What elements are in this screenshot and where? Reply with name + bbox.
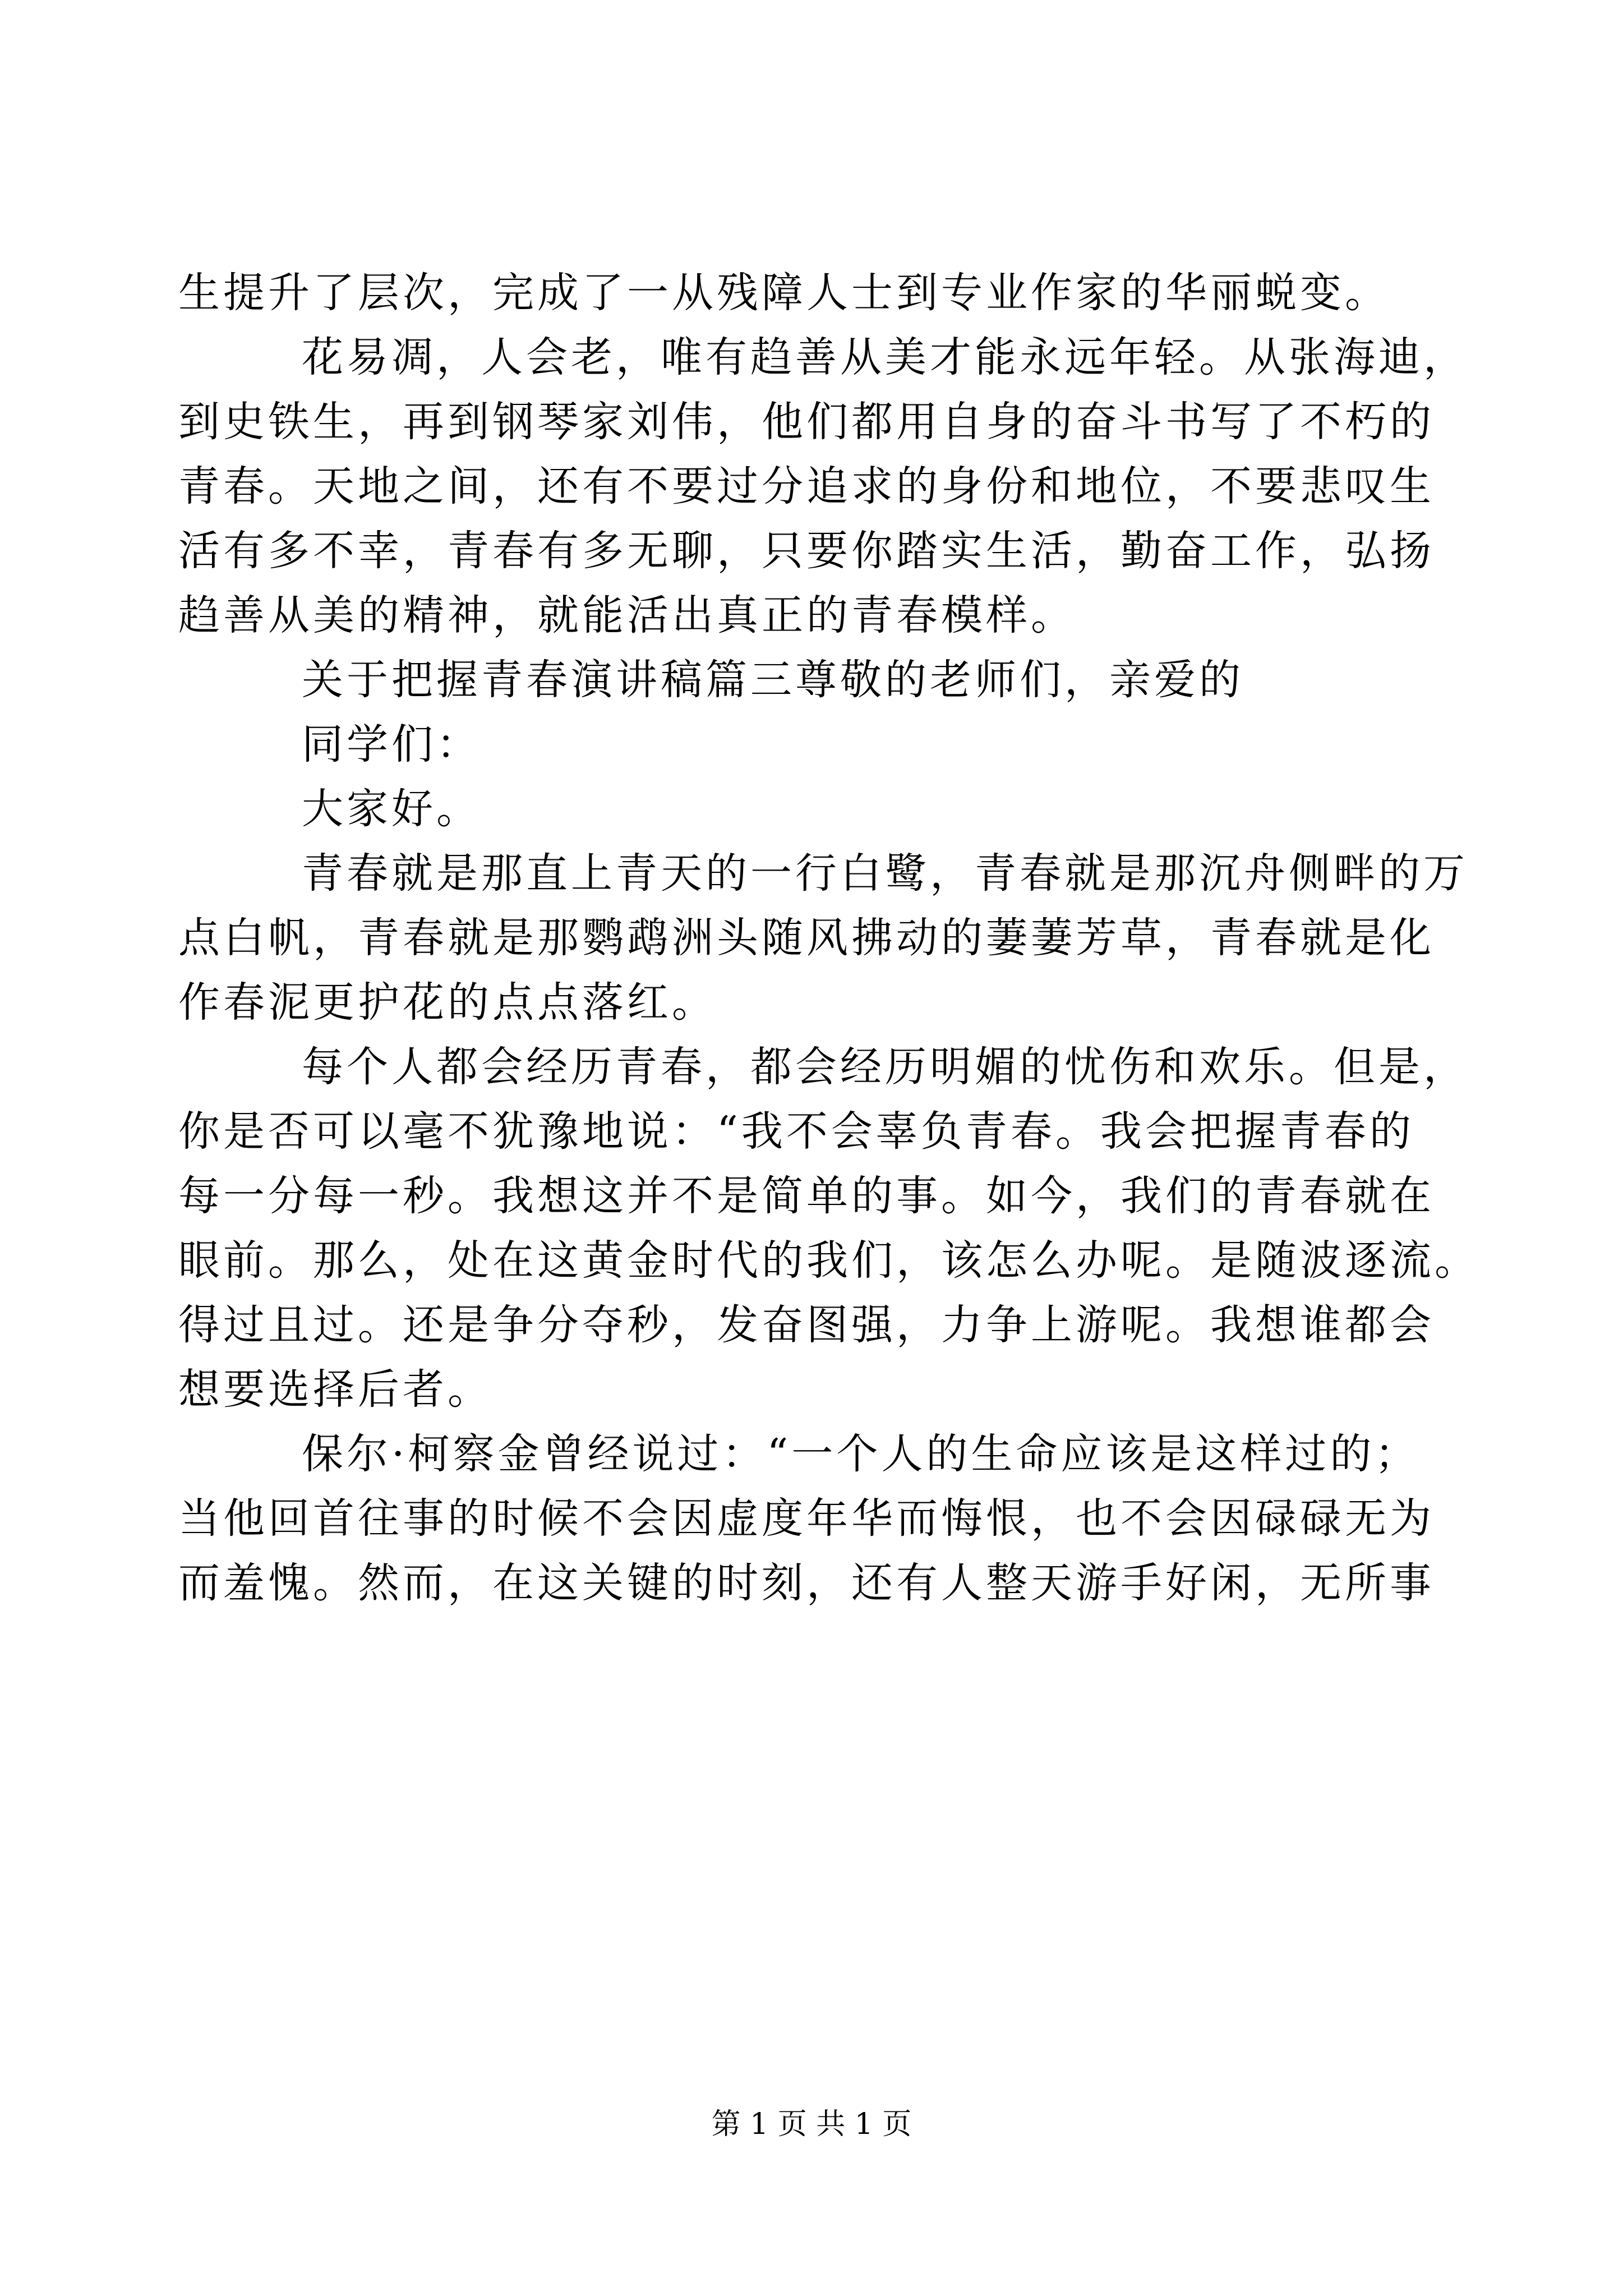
- text-line: 保尔·柯察金曾经说过：“一个人的生命应该是这样过的；: [302, 1430, 1420, 1478]
- text-line: 生提升了层次，完成了一从残障人士到专业作家的华丽蜕变。: [178, 269, 1390, 317]
- text-line: 而羞愧。然而，在这关键的时刻，还有人整天游手好闲，无所事: [178, 1559, 1435, 1607]
- text-line: 每个人都会经历青春，都会经历明媚的忧伤和欢乐。但是，: [302, 1043, 1468, 1091]
- text-line: 趋善从美的精神，就能活出真正的青春模样。: [178, 591, 1076, 639]
- text-line: 每一分每一秒。我想这并不是简单的事。如今，我们的青春就在: [178, 1172, 1435, 1220]
- text-line: 花易凋，人会老，唯有趋善从美才能永远年轻。从张海迪，: [302, 333, 1468, 381]
- text-line: 到史铁生，再到钢琴家刘伟，他们都用自身的奋斗书写了不朽的: [178, 398, 1435, 446]
- text-line: 点白帆，青春就是那鹦鹉洲头随风拂动的萋萋芳草，青春就是化: [178, 914, 1435, 962]
- text-line: 活有多不幸，青春有多无聊，只要你踏实生活，勤奋工作，弘扬: [178, 527, 1435, 575]
- salutation-line: 同学们：: [302, 720, 481, 769]
- text-line: 眼前。那么，处在这黄金时代的我们，该怎么办呢。是随波逐流。: [178, 1236, 1479, 1285]
- text-line: 得过且过。还是争分夺秒，发奋图强，力争上游呢。我想谁都会: [178, 1301, 1435, 1349]
- text-line: 作春泥更护花的点点落红。: [178, 978, 717, 1027]
- text-line: 青春。天地之间，还有不要过分追求的身份和地位，不要悲叹生: [178, 462, 1435, 510]
- text-line: 青春就是那直上青天的一行白鹭，青春就是那沉舟侧畔的万: [302, 849, 1468, 898]
- text-line: 你是否可以毫不犹豫地说：“我不会辜负青春。我会把握青春的: [178, 1107, 1414, 1156]
- greeting-line: 大家好。: [302, 785, 481, 833]
- section-heading-line: 关于把握青春演讲稿篇三尊敬的老师们，亲爱的: [302, 656, 1244, 704]
- document-body: [178, 261, 1479, 1616]
- text-line: 想要选择后者。: [178, 1365, 492, 1414]
- page-number-footer: 第 1 页 共 1 页: [711, 2108, 912, 2141]
- text-line: 当他回首往事的时候不会因虚度年华而悔恨，也不会因碌碌无为: [178, 1494, 1435, 1543]
